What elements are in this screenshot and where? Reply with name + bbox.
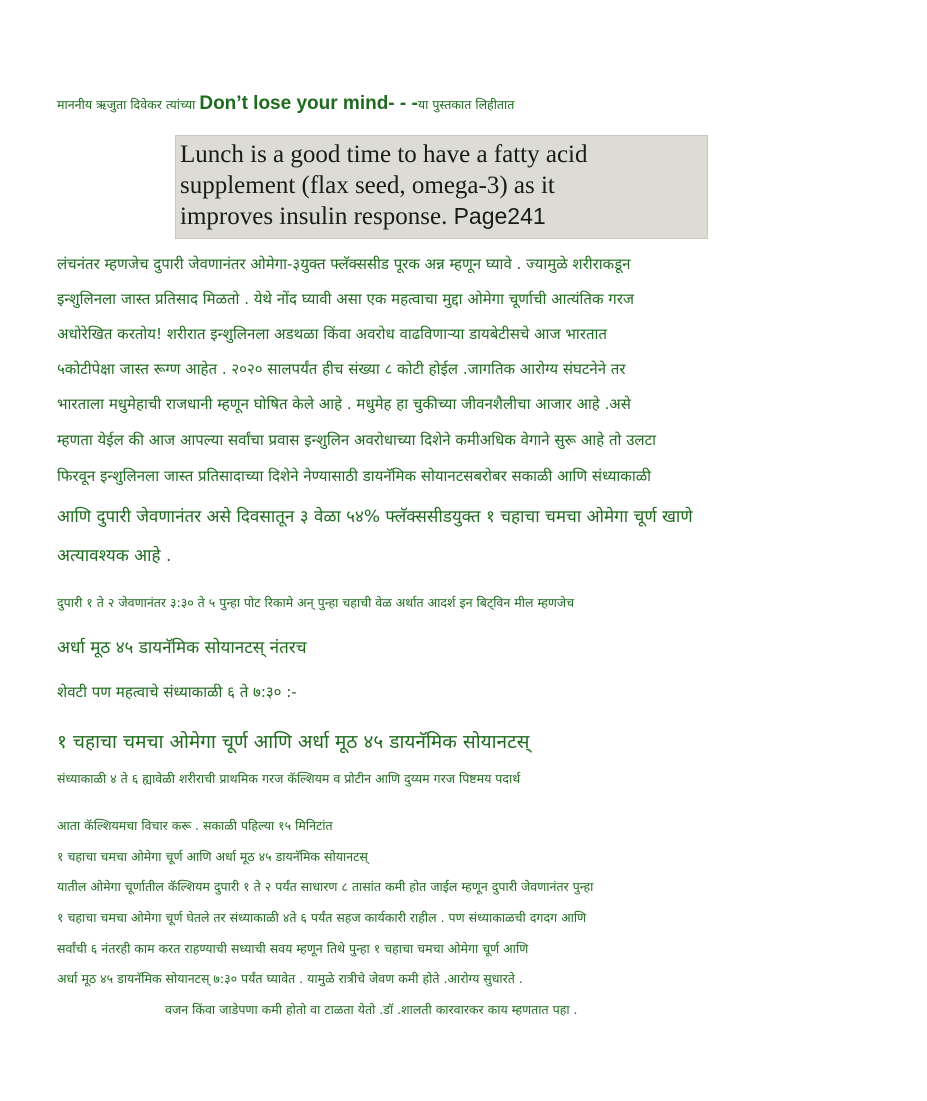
quote-line-1: Lunch is a good time to have a fatty acid	[180, 141, 588, 168]
evening-note: संध्याकाळी ४ ते ६ ह्यावेळी शरीराची प्राथमिक गरज कॅल्शियम व प्रोटीन आणि दुय्यम गरज पिष्टमय पदार्थ	[57, 771, 521, 786]
calcium-line: यातील ओमेगा चूर्णातील कॅल्शियम दुपारी १ ते २ पर्यंत साधारण ८ तासांत कमी होत जाईल म्हणून दुपारी जेवणानंतर पुन्हा	[57, 879, 594, 894]
paragraph1-line: फिरवून इन्शुलिनला जास्त प्रतिसादाच्या दिशेने नेण्यासाठी डायनॅमिक सोयानटसबरोबर सकाळी आणि संध्याकाळी	[57, 467, 651, 485]
afternoon-line-1: दुपारी १ ते २ जेवणानंतर ३:३० ते ५ पुन्हा पोट रिकामे अन् पुन्हा चहाची वेळ अर्थात आदर्श इन बिट्विन मील म्हणजेच	[57, 595, 575, 610]
paragraph1-line: लंचनंतर म्हणजेच दुपारी जेवणानंतर ओमेगा-३युक्त फ्लॅक्ससीड पूरक अन्न म्हणून घ्यावे . ज्यामुळे शरीराकडून	[57, 255, 631, 273]
evening-heading: शेवटी पण महत्वाचे संध्याकाळी ६ ते ७:३० :-	[57, 683, 297, 701]
paragraph1-line: आणि दुपारी जेवणानंतर असे दिवसातून ३ वेळा ५४% फ्लॅक्ससीडयुक्त १ चहाचा चमचा ओमेगा चूर्ण खाणे	[57, 507, 693, 527]
calcium-line: १ चहाचा चमचा ओमेगा चूर्ण घेतले तर संध्याकाळी ४ते ६ पर्यंत सहज कार्यकारी राहील . पण संध्याकाळची दगदग आणि	[57, 910, 587, 925]
calcium-line: सर्वांची ६ नंतरही काम करत राहण्याची सध्याची सवय म्हणून तिथे पुन्हा १ चहाचा चमचा ओमेगा चूर्ण आणि	[57, 941, 529, 956]
quote-line-3-text: improves insulin response.	[180, 203, 448, 230]
paragraph1-line: भारताला मधुमेहाची राजधानी म्हणून घोषित केले आहे . मधुमेह हा चुकीच्या जीवनशैलीचा आजार आहे .असे	[57, 395, 631, 413]
quote-line-3	[180, 201, 703, 232]
paragraph1-line: अत्यावश्यक आहे .	[57, 546, 172, 566]
paragraph1-line: अधोरेखित करतोय! शरीरात इन्शुलिनला अडथळा किंवा अवरोध वाढविणाऱ्या डायबेटीसचे आज भारतात	[57, 325, 607, 343]
calcium-line: आता कॅल्शियमचा विचार करू . सकाळी पहिल्या १५ मिनिटांत	[57, 818, 333, 833]
intro-line	[57, 93, 514, 115]
intro-prefix: माननीय ऋजुता दिवेकर त्यांच्या	[57, 97, 200, 112]
quote-scan-image	[175, 135, 708, 239]
paragraph1-line: इन्शुलिनला जास्त प्रतिसाद मिळतो . येथे नोंद घ्यावी असा एक महत्वाचा मुद्दा ओमेगा चूर्णाची आत्यंतिक गरज	[57, 290, 634, 308]
paragraph1-line: म्हणता येईल की आज आपल्या सर्वांचा प्रवास इन्शुलिन अवरोधाच्या दिशेने कमीअधिक वेगाने सुरू आहे तो उलटा	[57, 431, 657, 449]
calcium-line: १ चहाचा चमचा ओमेगा चूर्ण आणि अर्धा मूठ ४५ डायनॅमिक सोयानटस्	[57, 849, 368, 864]
evening-dose: १ चहाचा चमचा ओमेगा चूर्ण आणि अर्धा मूठ ४५ डायनॅमिक सोयानटस्	[57, 731, 530, 753]
page-reference: Page241	[453, 203, 546, 229]
calcium-line: अर्धा मूठ ४५ डायनॅमिक सोयानटस् ७:३० पर्यंत घ्यावेत . यामुळे रात्रीचे जेवण कमी होते .आरोग्य सुधारते .	[57, 971, 523, 986]
quote-line-2: supplement (flax seed, omega-3) as it	[180, 172, 555, 199]
book-title: Don’t lose your mind- - -	[199, 93, 418, 114]
closing-line: वजन किंवा जाडेपणा कमी होतो वा टाळता येतो .डॉ .शालती कारवारकर काय म्हणतात पहा .	[165, 1002, 578, 1017]
intro-suffix: या पुस्तकात लिहीतात	[417, 97, 515, 112]
afternoon-line-2: अर्धा मूठ ४५ डायनॅमिक सोयानटस् नंतरच	[57, 638, 307, 658]
paragraph1-line: ५कोटीपेक्षा जास्त रूग्ण आहेत . २०२० सालपर्यंत हीच संख्या ८ कोटी होईल .जागतिक आरोग्य संघटनेने तर	[57, 360, 626, 378]
